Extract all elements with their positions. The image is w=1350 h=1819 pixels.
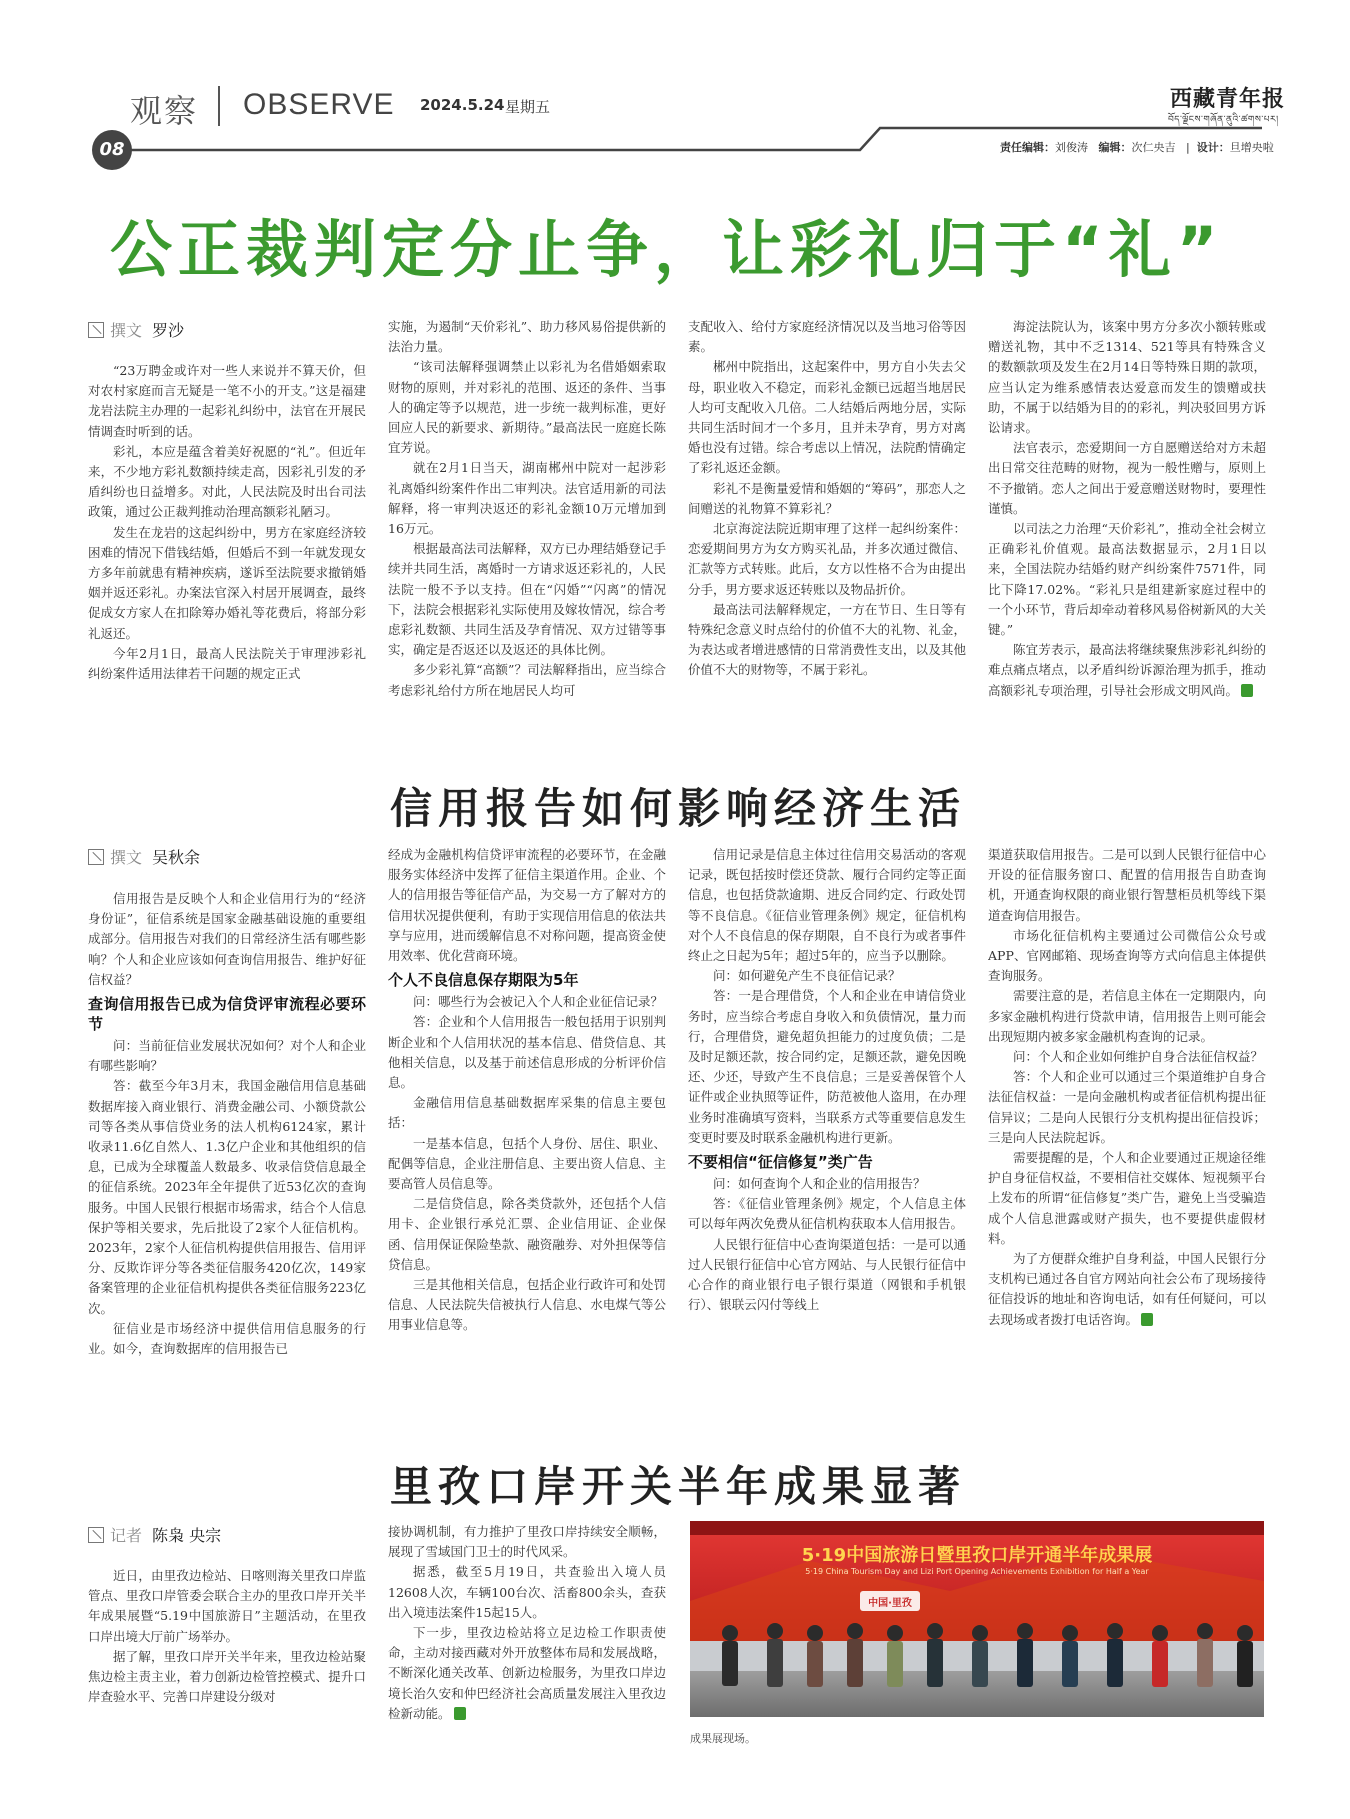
- byline-label: 撰文: [110, 321, 143, 340]
- paragraph-text: 陈宜芳表示，最高法将继续聚焦涉彩礼纠纷的难点痛点堵点，以矛盾纠纷诉源治理为抓手，推动高额彩礼专项治理，引导社会形成文明风尚。: [988, 642, 1266, 698]
- paragraph: 法官表示，恋爱期间一方自愿赠送给对方未超出日常交往范畴的财物，视为一般性赠与，原则上不予撤销。恋人之间出于爱意赠送财物时，要理性谨慎。: [988, 440, 1266, 516]
- credit-label: 编辑：: [1098, 141, 1132, 154]
- photo-banner-subtitle: 5·19 China Tourism Day and Lizi Port Opening Achievements Exhibition for Half a Year: [805, 1567, 1149, 1576]
- newspaper-name: 西藏青年报: [1170, 86, 1286, 112]
- paragraph: 就在2月1日当天，湖南郴州中院对一起涉彩礼离婚纠纷案件作出二审判决。法官适用新的司法解释，将一审判决返还的彩礼金额10万元增加到16万元。: [388, 460, 666, 537]
- section-name: 观察: [130, 92, 199, 130]
- paragraph: 答：《征信业管理条例》规定，个人信息主体可以每年两次免费从征信机构获取本人信用报告。: [688, 1196, 966, 1232]
- paragraph: 最高法司法解释规定，一方在节日、生日等有特殊纪念意义时点给付的价值不大的礼物、礼金，为表达或者增进感情的日常消费性支出，以及其他价值不大的财物等，不属于彩礼。: [688, 601, 966, 678]
- article3-column-2: [388, 1522, 666, 1758]
- subheading: 不要相信“征信修复”类广告: [688, 1153, 873, 1172]
- paragraph: 答：个人和企业可以通过三个渠道维护自身合法征信权益：一是向金融机构或者征信机构提出征信异议；二是向人民银行分支机构提出征信投诉；三是向人民法院起诉。: [988, 1069, 1266, 1145]
- pen-icon: [88, 1527, 104, 1543]
- paragraph: 需要注意的是，若信息主体在一定期限内，向多家金融机构进行贷款申请，信用报告上则可能会出现短期内被多家金融机构查询的记录。: [988, 988, 1266, 1044]
- paragraph: 三是其他相关信息，包括企业行政许可和处罚信息、人民法院失信被执行人信息、水电煤气等公用事业信息等。: [388, 1277, 666, 1333]
- article3-byline: [88, 1523, 221, 1546]
- paragraph: 支配收入、给付方家庭经济情况以及当地习俗等因素。: [688, 319, 966, 355]
- pen-icon: [88, 322, 104, 338]
- paragraph: 问：哪些行为会被记入个人和企业征信记录？: [413, 994, 664, 1010]
- paragraph: 今年2月1日，最高人民法院关于审理涉彩礼纠纷案件适用法律若干问题的规定正式: [88, 645, 366, 682]
- photo-caption: 成果展现场。: [690, 1732, 756, 1745]
- paragraph: [988, 1249, 1266, 1330]
- credit-value: 次仁央吉: [1131, 141, 1176, 154]
- paragraph: 人民银行征信中心查询渠道包括：一是可以通过人民银行征信中心官方网站、与人民银行征信中心合作的商业银行电子银行渠道（网银和手机银行）、银联云闪付等线上: [688, 1236, 966, 1313]
- article1-column-1: [88, 361, 366, 731]
- article1-headline: 公正裁判定分止争，让彩礼归于“礼”: [110, 213, 1224, 286]
- paragraph: 多少彩礼算“高额”？司法解释指出，应当综合考虑彩礼给付方所在地居民人均可: [388, 662, 666, 698]
- article3-column-1: [88, 1566, 366, 1756]
- credit-value: 刘俊涛: [1055, 141, 1088, 154]
- paragraph-text: 为了方便群众维护自身利益，中国人民银行分支机构已通过各自官方网站向社会公布了现场接待征信投诉的地址和咨询电话，如有任何疑问，可以去现场或者拨打电话咨询。: [988, 1251, 1266, 1327]
- paragraph: 金融信用信息基础数据库采集的信息主要包括：: [388, 1095, 666, 1131]
- article2-column-2: [388, 845, 666, 1397]
- credit-label: 设计：: [1196, 141, 1230, 154]
- paragraph: “该司法解释强调禁止以彩礼为名借婚姻索取财物的原则，并对彩礼的范围、返还的条件、当事人的确定等予以规范，进一步统一裁判标准，更好回应人民的新要求、新期待。”最高法民一庭庭长陈宜芳说。: [388, 359, 666, 456]
- paragraph: 彩礼不是衡量爱情和婚姻的“筹码”，那恋人之间赠送的礼物算不算彩礼？: [688, 480, 966, 516]
- paragraph: 问：如何查询个人和企业的信用报告？: [713, 1176, 926, 1192]
- article2-byline: [88, 845, 200, 868]
- paragraph: 问：如何避免产生不良征信记录？: [713, 968, 901, 984]
- article1-column-3: [688, 317, 966, 731]
- paragraph: 一是基本信息，包括个人身份、居住、职业、配偶等信息，企业注册信息、主要出资人信息、主要高管人员信息等。: [388, 1135, 666, 1192]
- article1-column-4: [988, 317, 1266, 731]
- article2-column-3: [688, 845, 966, 1397]
- paragraph: 问：个人和企业如何维护自身合法征信权益？: [1013, 1049, 1264, 1065]
- article1-column-2: [388, 317, 666, 731]
- paragraph: 答：截至今年3月末，我国金融信用信息基础数据库接入商业银行、消费金融公司、小额贷款公司等各类从事信贷业务的法人机构6124家，累计收录11.6亿自然人、1.3亿户企业和其他组织的信息，已成为全球覆盖人数最多、收录信贷信息最全的征信系统。2023年全年提供了近53亿次的查询服务。中国人民银行根据市场需求，结合个人信息保护等相关要求，先后批设了2家个人征信机构。2023年，2家个人征信机构提供信用报告、信用评分、反欺诈评分等各类征信服务420亿次，149家备案管理的企业征信机构提供各类征信服务223亿次。: [88, 1078, 366, 1316]
- paragraph: 征信业是市场经济中提供信用信息服务的行业。如今，查询数据库的信用报告已: [88, 1320, 366, 1357]
- section-name-en: OBSERVE: [243, 88, 395, 121]
- paragraph: 需要提醒的是，个人和企业要通过正规途径维护自身征信权益，不要相信社交媒体、短视频平台上发布的所谓“征信修复”类广告，避免上当受骗造成个人信息泄露或财产损失，也不要提供虚假材料。: [988, 1150, 1266, 1246]
- paragraph: 近日，由里孜边检站、日喀则海关里孜口岸监管点、里孜口岸管委会联合主办的里孜口岸开关半年成果展暨“5.19中国旅游日”主题活动，在里孜口岸出境大厅前广场举办。: [88, 1568, 366, 1644]
- photo-banner-title: 5·19中国旅游日暨里孜口岸开通半年成果展: [801, 1545, 1153, 1566]
- paragraph: 以司法之力治理“天价彩礼”，推动全社会树立正确彩礼价值观。最高法数据显示，2月1日以来，全国法院办结婚约财产纠纷案件7571件，同比下降17.02%。“彩礼只是组建新家庭过程中的一个小环节，背后却牵动着移风易俗树新风的大关键。”: [988, 521, 1266, 638]
- paragraph: 答：企业和个人信用报告一般包括用于识别判断企业和个人信用状况的基本信息、借贷信息、其他相关信息，以及基于前述信息形成的分析评价信息。: [388, 1014, 666, 1091]
- article3-headline: 里孜口岸开关半年成果显著: [390, 1462, 967, 1511]
- paragraph: 彩礼，本应是蕴含着美好祝愿的“礼”。但近年来，不少地方彩礼数额持续走高，因彩礼引发的矛盾纠纷也日益增多。对此，人民法院及时出台司法政策，通过公正裁判推动治理高额彩礼陋习。: [88, 443, 366, 520]
- paragraph: 实施，为遏制“天价彩礼”、助力移风易俗提供新的法治力量。: [388, 319, 666, 355]
- issue-weekday: 星期五: [505, 98, 551, 116]
- paragraph: 二是信贷信息，除各类贷款外，还包括个人信用卡、企业银行承兑汇票、企业信用证、企业保函、信用保证保险垫款、融资融券、对外担保等信贷信息。: [388, 1196, 666, 1272]
- paragraph-text: 下一步，里孜边检站将立足边检工作职责使命，主动对接西藏对外开放整体布局和发展战略，不断深化通关改革、创新边检服务，为里孜口岸边境长治久安和仲巴经济社会高质量发展注入里孜边检新动能。: [388, 1625, 666, 1721]
- end-mark-icon: [1141, 1313, 1153, 1326]
- article1-byline: [88, 318, 184, 341]
- paragraph: 渠道获取信用报告。二是可以到人民银行征信中心开设的征信服务窗口、配置的信用报告自助查询机，开通查询权限的商业银行智慧柜员机等线下渠道查询信用报告。: [988, 847, 1266, 923]
- paragraph: 海淀法院认为，该案中男方分多次小额转账或赠送礼物，其中不乏1314、521等具有特殊含义的数额款项及发生在2月14日等特殊日期的款项，应当认定为维系感情表达爱意而发生的馈赠或扶助，不属于以结婚为目的的彩礼，判决驳回男方诉讼请求。: [988, 319, 1266, 436]
- paragraph: 根据最高法司法解释，双方已办理结婚登记手续并共同生活，离婚时一方请求返还彩礼的，人民法院一般不予以支持。但在“闪婚”“闪离”的情况下，法院会根据彩礼实际使用及嫁妆情况，综合考虑彩礼数额、共同生活及孕育情况、双方过错等事实，确定是否返还以及返还的具体比例。: [388, 541, 666, 658]
- credit-value: 旦增央啦: [1229, 141, 1274, 154]
- paragraph: 答：一是合理借贷，个人和企业在申请信贷业务时，应当综合考虑自身收入和负债情况，量力而行，合理借贷，避免超负担能力的过度负债；二是及时足额还款，按合同约定，足额还款，避免因晚还、少还，导致产生不良信息；三是妥善保管个人证件或企业执照等证件，防范被他人盗用，在办理业务时准确填写资料，当联系方式等重要信息发生变更时要及时联系金融机构进行更新。: [688, 988, 966, 1145]
- paragraph: 据了解，里孜口岸开关半年来，里孜边检站聚焦边检主责主业，着力创新边检管控模式、提升口岸查验水平、完善口岸建设分级对: [88, 1648, 366, 1705]
- end-mark-icon: [454, 1707, 466, 1720]
- photo-sign: 中国·里孜: [868, 1598, 912, 1609]
- paragraph: 市场化征信机构主要通过公司微信公众号或APP、官网邮箱、现场查询等方式向信息主体提供查询服务。: [988, 927, 1266, 984]
- paragraph: 经成为金融机构信贷评审流程的必要环节，在金融服务实体经济中发挥了征信主渠道作用。企业、个人的信用报告等征信产品，为交易一方了解对方的信用状况提供便利，有助于实现信用信息的依法共享与应用，进而缓解信息不对称问题，提高资金使用效率、优化营商环境。: [388, 847, 666, 964]
- editor-credits: 责任编辑：刘俊涛 编辑：次仁央吉 | 设计：旦增央啦: [1000, 141, 1274, 154]
- pen-icon: [88, 849, 104, 865]
- paragraph: “23万聘金或许对一些人来说并不算天价，但对农村家庭而言无疑是一笔不小的开支。”这是福建龙岩法院主办理的一起彩礼纠纷中，法官在开展民情调查时听到的话。: [88, 363, 366, 439]
- paragraph: [988, 640, 1266, 701]
- paragraph: 发生在龙岩的这起纠纷中，男方在家庭经济较困难的情况下借钱结婚，但婚后不到一年就发现女方多年前就患有精神疾病，遂诉至法院要求撤销婚姻并返还彩礼。办案法官深入村居开展调查，最终促成女方家人在扣除筹办婚礼等花费后，将部分彩礼返还。: [88, 524, 366, 641]
- newspaper-name-tibetan: བོད་ལྗོངས་གཞོན་ནུའི་ཚགས་པར།: [1168, 115, 1279, 125]
- article2-headline: 信用报告如何影响经济生活: [390, 784, 967, 833]
- issue-date: 2024.5.24: [420, 96, 505, 114]
- author-name: 陈枭 央宗: [152, 1526, 222, 1545]
- paragraph: 北京海淀法院近期审理了这样一起纠纷案件：恋爱期间男方为女方购买礼品，并多次通过微信、汇款等方式转账。此后，女方以性格不合为由提出分手，男方要求返还转账以及物品折价。: [688, 521, 966, 597]
- end-mark-icon: [1241, 684, 1253, 697]
- article2-column-1: [88, 889, 366, 1397]
- paragraph: [388, 1623, 666, 1724]
- article2-column-4: [988, 845, 1266, 1397]
- subheading: 查询信用报告已成为信贷评审流程必要环节: [88, 995, 366, 1034]
- page-number-badge: 08: [92, 130, 132, 170]
- paragraph: 问：当前征信业发展状况如何？对个人和企业有哪些影响？: [88, 1038, 366, 1074]
- credit-label: 责任编辑：: [1000, 141, 1055, 154]
- paragraph: 接协调机制，有力推护了里孜口岸持续安全顺畅，展现了雪域国门卫士的时代风采。: [388, 1524, 666, 1560]
- byline-label: 记者: [110, 1526, 143, 1545]
- author-name: 罗沙: [152, 321, 185, 340]
- paragraph: 据悉，截至5月19日，共查验出入境人员12608人次，车辆100台次、活畜800余头，查获出入境违法案件15起15人。: [388, 1564, 666, 1620]
- byline-label: 撰文: [110, 848, 143, 867]
- exhibition-photo: [690, 1521, 1264, 1717]
- author-name: 吴秋余: [152, 848, 201, 867]
- paragraph: 信用报告是反映个人和企业信用行为的“经济身份证”，征信系统是国家金融基础设施的重要组成部分。信用报告对我们的日常经济生活有哪些影响？个人和企业应该如何查询信用报告、维护好征信权益？: [88, 891, 366, 987]
- paragraph: 信用记录是信息主体过往信用交易活动的客观记录，既包括按时偿还贷款、履行合同约定等正面信息，也包括贷款逾期、进反合同约定、行政处罚等不良信息。《征信业管理条例》规定，征信机构对个人不良信息的保存期限，自不良行为或者事件终止之日起为5年；超过5年的，应当予以删除。: [688, 847, 966, 964]
- paragraph: 郴州中院指出，这起案件中，男方自小失去父母，职业收入不稳定，而彩礼金额已远超当地居民人均可支配收入几倍。二人结婚后两地分居，实际共同生活时间才一个多月，且并未孕育，男方对离婚也没有过错。综合考虑以上情况，法院酌情确定了彩礼返还金额。: [688, 359, 966, 476]
- subheading: 个人不良信息保存期限为5年: [388, 971, 579, 990]
